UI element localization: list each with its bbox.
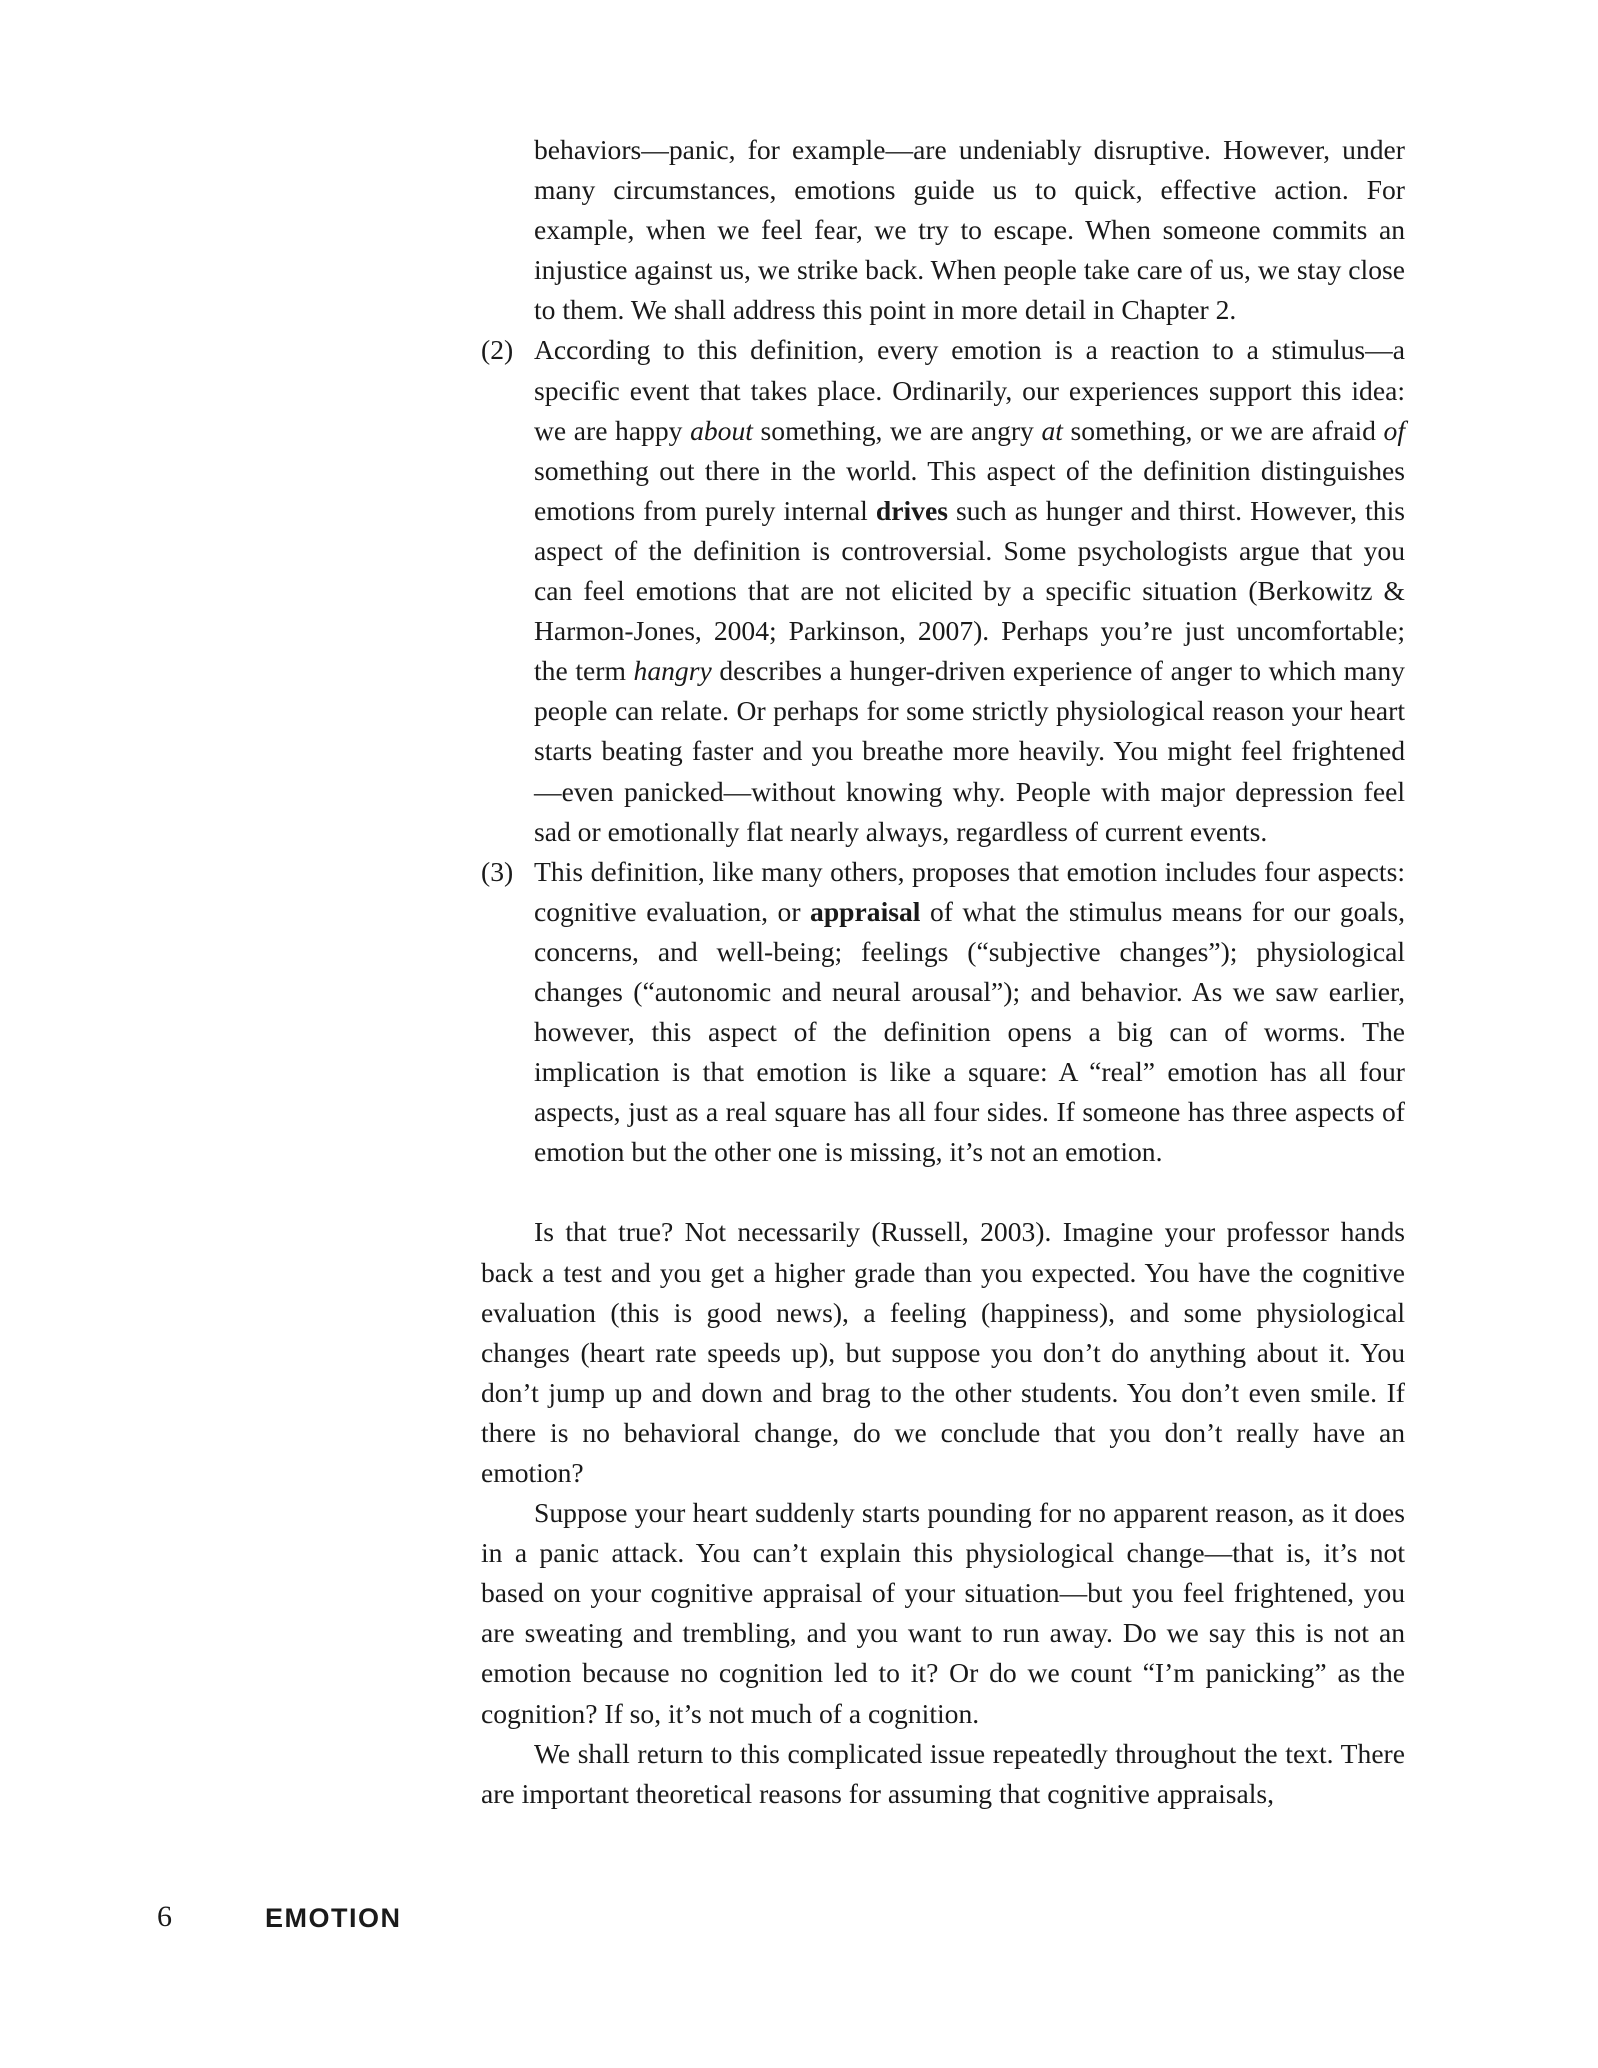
paragraph-3: We shall return to this complicated issue repeatedly throughout the text. There are important theoretical reasons for assuming that cognitive appraisals, xyxy=(481,1737,1405,1809)
list-item-3: (3) This definition, like many others, proposes that emotion includes four aspects: cognitive evaluation, or appraisal of what the stimulus means for our goals, concerns, and well-being; feelings (“subjective changes”); physiological changes (“autonomic and neural arousal”); and behavior. As we saw earlier, however, this aspect of the definition opens a big can of worms. The implication is that emotion is like a square: A “real” emotion has all four aspects, just as a real square has all four sides. If someone has three aspects of emotion but the other one is missing, it’s not an emotion. xyxy=(481,852,1405,1173)
list-item-1-continuation: behaviors—panic, for example—are undeniably disruptive. However, under many circumstances, emotions guide us to quick, effective action. For example, when we feel fear, we try to escape. When someone commits an injustice against us, we strike back. When people take care of us, we stay close to them. We shall address this point in more detail in Chapter 2. xyxy=(534,134,1405,326)
running-title: EMOTION xyxy=(265,1903,402,1933)
list-number-3: (3) xyxy=(481,855,514,887)
body-text xyxy=(481,130,1405,1814)
list-number-2: (2) xyxy=(481,334,514,366)
list-item-2: (2) According to this definition, every emotion is a reaction to a stimulus—a specific event that takes place. Ordinarily, our experiences support this idea: we are happy about something, we are angry at something, or we are afraid of something out there in the world. This aspect of the definition distinguishes emotions from purely internal drives such as hunger and thirst. However, this aspect of the definition is controversial. Some psychologists argue that you can feel emotions that are not elicited by a specific situation (Berkowitz & Harmon-Jones, 2004; Parkinson, 2007). Perhaps you’re just uncomfortable; the term hangry describes a hunger-driven experience of anger to which many people can relate. Or perhaps for some strictly physiological reason your heart starts beating faster and you breathe more heavily. You might feel frightened—even panicked—without knowing why. People with major depression feel sad or emotionally flat nearly always, regardless of current events. xyxy=(481,330,1405,851)
italic-about: about xyxy=(690,414,753,446)
term-drives: drives xyxy=(875,494,948,526)
paragraph-gap xyxy=(481,1172,1405,1212)
term-appraisal: appraisal xyxy=(810,895,921,927)
paragraph-2: Suppose your heart suddenly starts pounding for no apparent reason, as it does in a panic attack. You can’t explain this physiological change—that is, it’s not based on your cognitive appraisal of your situation—but you feel frightened, you are sweating and trembling, and you want to run away. Do we say this is not an emotion because no cognition led to it? Or do we count “I’m panicking” as the cognition? If so, it’s not much of a cognition. xyxy=(481,1497,1405,1729)
page-number: 6 xyxy=(157,1900,172,1933)
paragraph-1: Is that true? Not necessarily (Russell, 2003). Imagine your professor hands back a test and you get a higher grade than you expected. You have the cognitive evaluation (this is good news), a feeling (happiness), and some physiological changes (heart rate speeds up), but suppose you don’t do anything about it. You don’t jump up and down and brag to the other students. You don’t even smile. If there is no behavioral change, do we conclude that you don’t really have an emotion? xyxy=(481,1216,1405,1488)
italic-hangry: hangry xyxy=(633,655,712,687)
italic-at: at xyxy=(1041,414,1063,446)
italic-of: of xyxy=(1383,414,1405,446)
